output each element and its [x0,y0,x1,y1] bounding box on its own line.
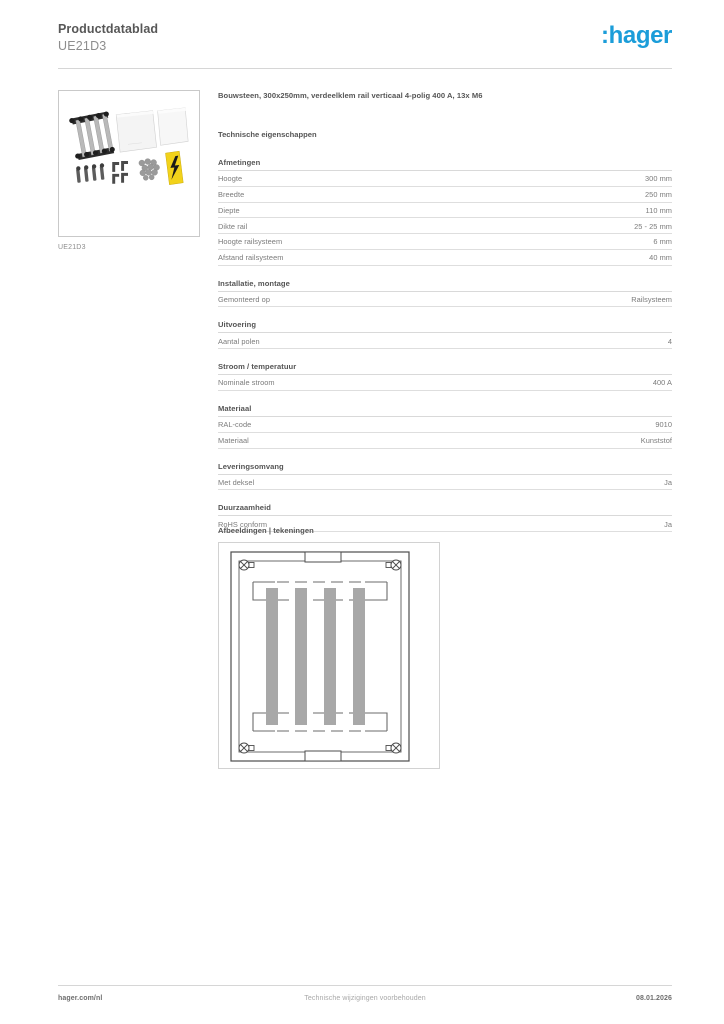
spec-label: RAL-code [218,420,252,430]
footer-website[interactable]: hager.com/nl [58,995,103,1002]
spec-row [218,375,672,391]
spec-label: Gemonteerd op [218,294,271,304]
footer-disclaimer: Technische wijzigingen voorbehouden [304,995,426,1002]
spec-label: RoHS conform [218,519,268,529]
spec-value: 400 A [652,378,672,388]
spec-group-title: Stroom / temperatuur [218,362,672,375]
spec-value: Kunststof [640,436,672,445]
spec-row [218,417,672,433]
spec-label: Breedte [218,189,245,199]
spec-group [218,320,672,349]
spec-row [218,187,672,203]
spec-group [218,158,672,266]
spec-label: Diepte [218,205,240,215]
spec-row [218,333,672,349]
spec-label: Dikte rail [218,221,248,231]
footer-date: 08.01.2026 [635,995,672,1002]
spec-row [218,433,672,449]
spec-row [218,250,672,266]
spec-group [218,279,672,308]
spec-row [218,234,672,250]
product-description: Bouwsteen, 300x250mm, verdeelklem rail verticaal 4-polig 400 A, 13x M6 [218,91,483,100]
technical-drawing [218,542,440,769]
spec-value: 110 mm [645,205,672,215]
spec-label: Afstand railsysteem [218,253,284,263]
spec-row [218,171,672,187]
spec-label: Aantal polen [218,336,260,346]
spec-value: Railsysteem [631,294,672,304]
spec-value: 300 mm [645,174,672,184]
spec-value: Ja [664,519,672,529]
spec-label: Materiaal [218,436,249,445]
spec-value: 9010 [655,420,672,430]
header-divider [58,68,672,69]
spec-group-title: Duurzaamheid [218,503,672,516]
spec-label: Nominale stroom [218,378,275,388]
spec-group-title: Materiaal [218,404,672,417]
spec-value: 6 mm [653,237,672,247]
technical-properties-heading: Technische eigenschappen [218,130,317,139]
footer-divider [58,985,672,986]
product-photo-caption: UE21D3 [58,244,86,251]
spec-label: Hoogte railsysteem [218,237,283,247]
product-photo [58,90,200,237]
spec-row [218,475,672,491]
spec-value: 25 - 25 mm [634,221,672,231]
spec-group [218,362,672,391]
page-footer [58,995,672,1002]
product-photo-illustration [59,91,199,236]
spec-group-title: Uitvoering [218,320,672,333]
page-header [58,22,672,68]
spec-value: Ja [664,477,672,487]
spec-group [218,462,672,491]
spec-row [218,218,672,234]
spec-label: Met deksel [218,477,255,487]
technical-drawing-svg [219,543,440,769]
spec-value: 40 mm [649,253,672,263]
spec-value: 4 [667,336,672,346]
document-title: Productdatablad [58,22,159,36]
spec-group-title: Leveringsomvang [218,462,672,475]
spec-value: 250 mm [645,189,672,199]
spec-group-title: Installatie, montage [218,279,672,292]
spec-group-title: Afmetingen [218,158,672,171]
spec-row [218,203,672,219]
product-reference: UE21D3 [58,39,107,53]
spec-groups-container [218,158,672,532]
hager-logo: :hager [601,22,672,49]
spec-row [218,292,672,308]
title-block [58,22,158,54]
spec-group [218,404,672,449]
drawings-heading: Afbeeldingen | tekeningen [218,526,314,535]
specifications-content [218,90,672,545]
spec-label: Hoogte [218,174,243,184]
